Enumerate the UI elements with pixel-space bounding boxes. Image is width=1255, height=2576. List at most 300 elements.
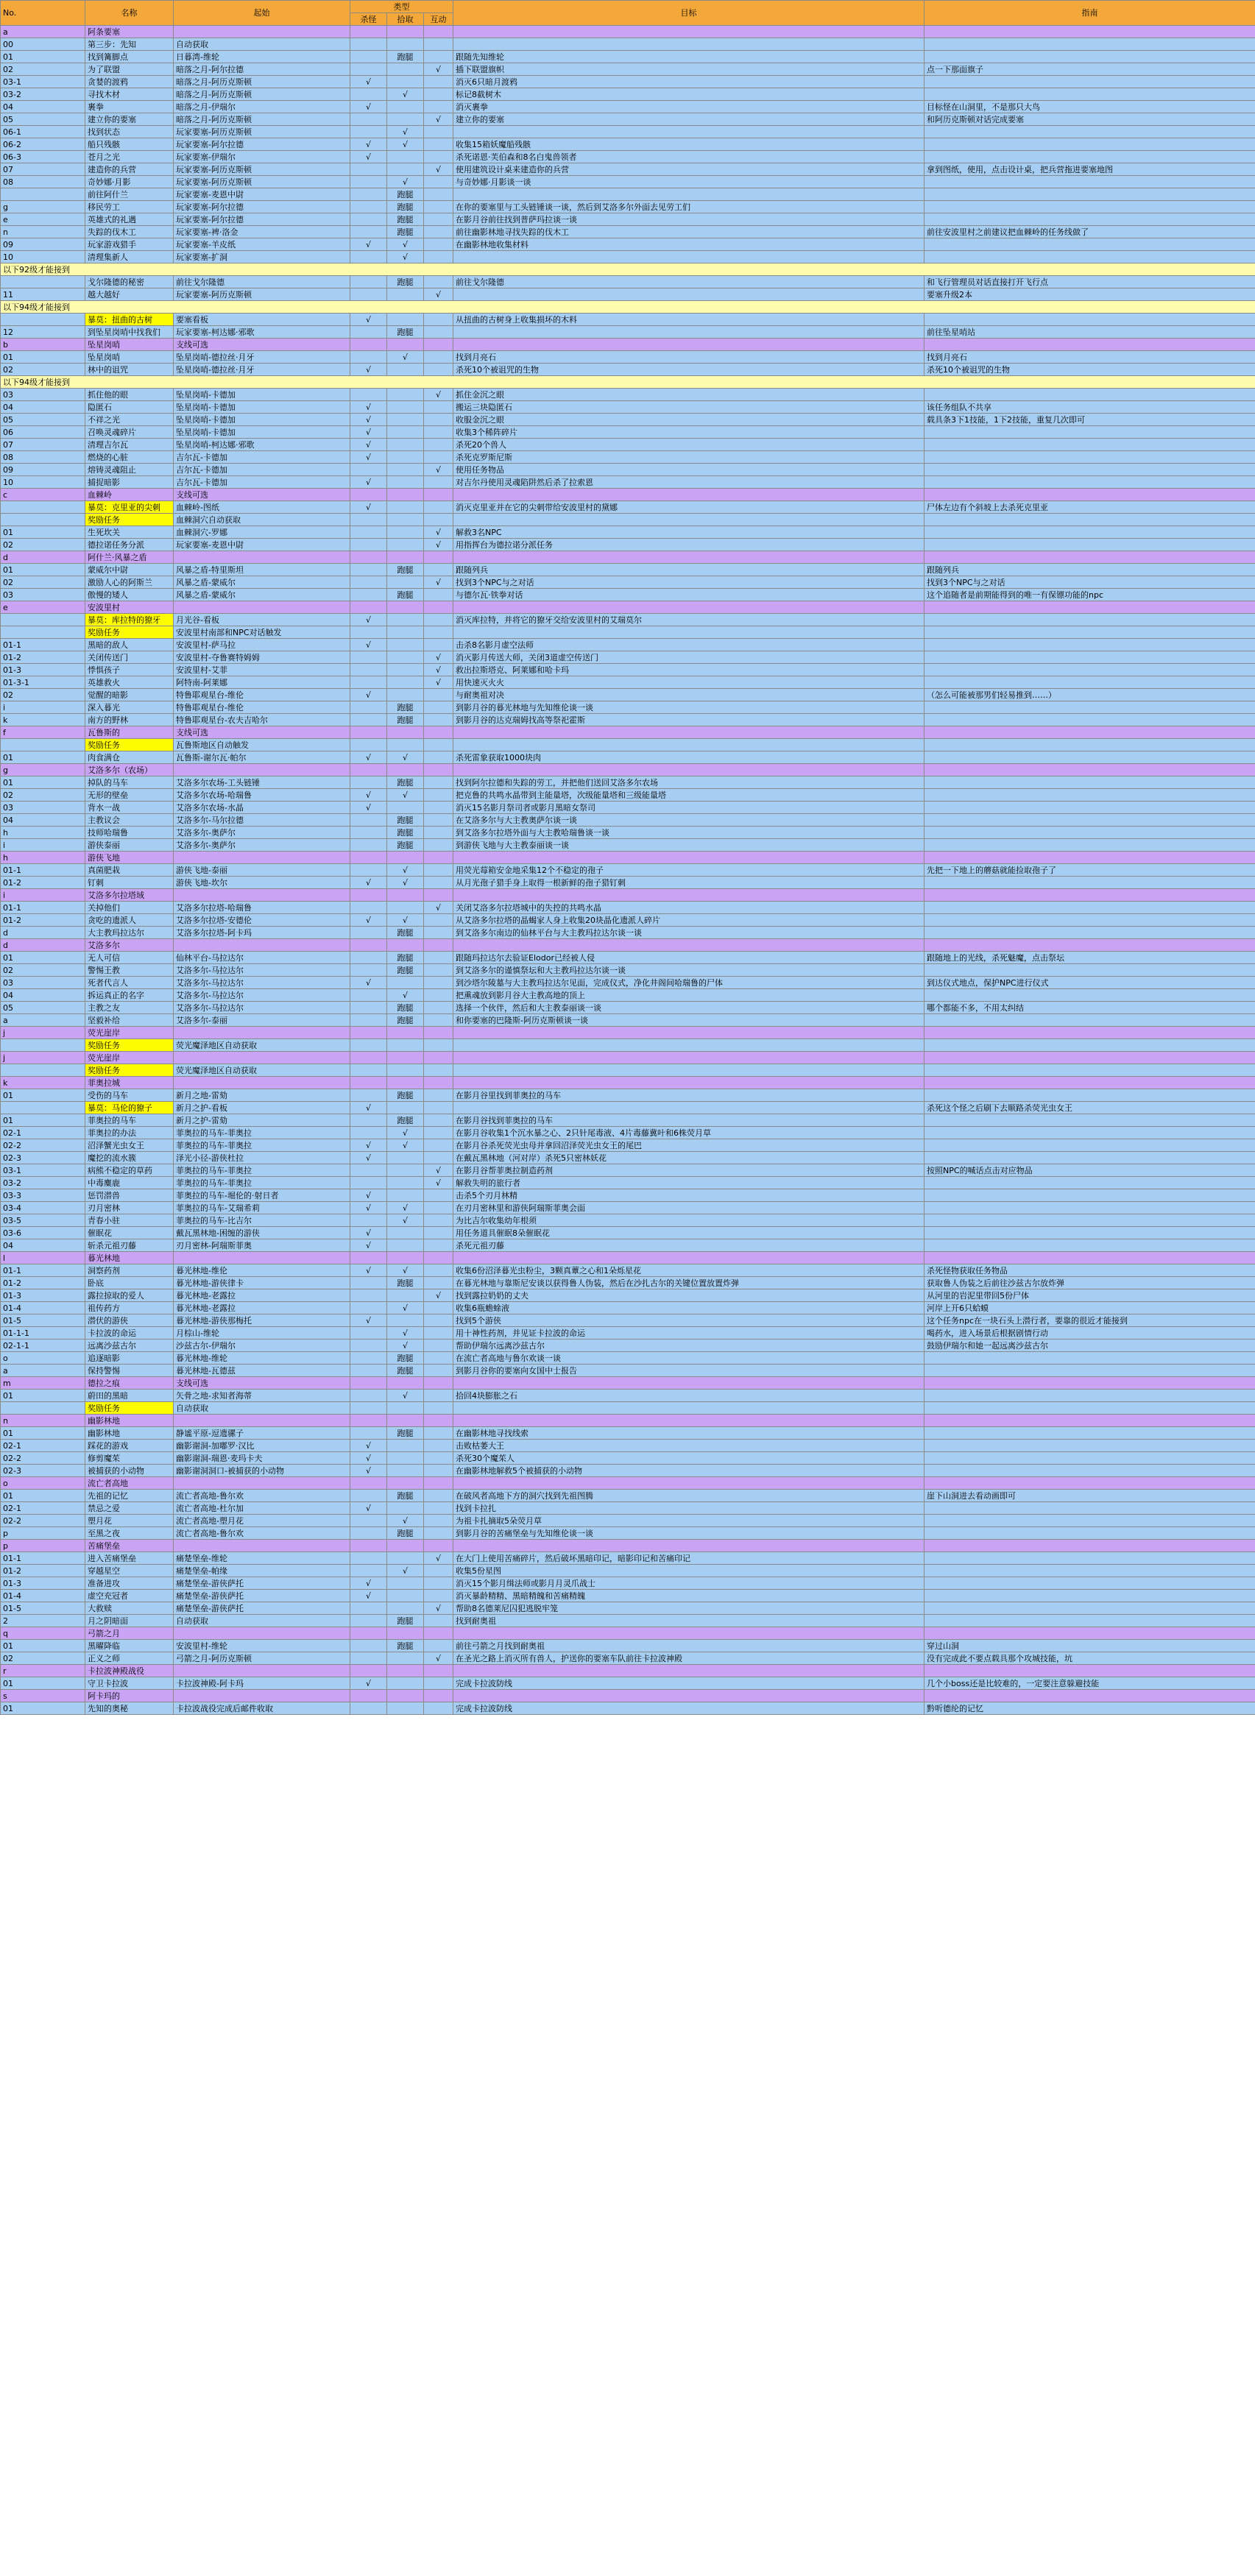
empty-cell bbox=[424, 1540, 453, 1552]
quest-start: 弓箭之月-阿历克斯顿 bbox=[174, 1652, 350, 1665]
type-pick-cell bbox=[387, 689, 424, 701]
type-pick-cell bbox=[387, 1652, 424, 1665]
quest-name: 林中的诅咒 bbox=[85, 364, 174, 376]
empty-cell bbox=[350, 939, 387, 952]
type-kill-cell bbox=[350, 1127, 387, 1139]
type-kill-cell bbox=[350, 389, 387, 401]
type-pick-cell bbox=[387, 1152, 424, 1164]
type-interact-cell: √ bbox=[424, 1177, 453, 1189]
type-pick-cell: √ bbox=[387, 1565, 424, 1577]
quest-row bbox=[1, 1677, 1255, 1690]
section-id: d bbox=[1, 939, 85, 952]
quest-goal: 杀死雷象获取1000块肉 bbox=[453, 751, 925, 764]
type-interact-cell bbox=[424, 76, 453, 88]
type-pick-cell bbox=[387, 501, 424, 514]
type-pick-cell bbox=[387, 439, 424, 451]
type-pick-cell bbox=[387, 314, 424, 326]
empty-cell bbox=[387, 939, 424, 952]
type-kill-cell bbox=[350, 1002, 387, 1014]
quest-guide bbox=[925, 639, 1255, 651]
type-interact-cell bbox=[424, 414, 453, 426]
quest-row bbox=[1, 626, 1255, 639]
quest-name: 越大越好 bbox=[85, 289, 174, 301]
quest-goal: 抓住金沉之眼 bbox=[453, 389, 925, 401]
quest-start: 吉尔瓦-卡德加 bbox=[174, 451, 350, 464]
quest-name: 警惕王教 bbox=[85, 964, 174, 977]
type-interact-cell bbox=[424, 1427, 453, 1440]
section-name: 卡拉波神殿战役 bbox=[85, 1665, 174, 1677]
quest-goal: 找到阿尔拉德和失踪的劳工，并把他们送回艾洛多尔农场 bbox=[453, 776, 925, 789]
type-kill-cell: √ bbox=[350, 101, 387, 113]
type-interact-cell bbox=[424, 1089, 453, 1102]
quest-row bbox=[1, 1440, 1255, 1452]
quest-guide bbox=[925, 1064, 1255, 1077]
type-interact-cell bbox=[424, 1039, 453, 1052]
quest-start: 暮光林地-游侠律卡 bbox=[174, 1277, 350, 1289]
quest-guide bbox=[925, 776, 1255, 789]
quest-goal bbox=[453, 514, 925, 526]
type-interact-cell bbox=[424, 276, 453, 289]
type-pick-cell bbox=[387, 1314, 424, 1327]
type-kill-cell bbox=[350, 51, 387, 63]
quest-no: 01 bbox=[1, 1390, 85, 1402]
empty-cell bbox=[424, 1377, 453, 1390]
empty-cell bbox=[387, 852, 424, 864]
quest-start: 暮光林地-瓦德兹 bbox=[174, 1365, 350, 1377]
type-kill-cell bbox=[350, 927, 387, 939]
empty-cell bbox=[925, 852, 1255, 864]
type-pick-cell: √ bbox=[387, 864, 424, 877]
quest-start: 游侠飞地-坎尔 bbox=[174, 877, 350, 889]
quest-name: 祖传药方 bbox=[85, 1302, 174, 1314]
quest-start: 暮光林地-老露拉 bbox=[174, 1302, 350, 1314]
quest-name: 傲慢的矮人 bbox=[85, 589, 174, 601]
quest-name: 燃烧的心脏 bbox=[85, 451, 174, 464]
quest-no: 07 bbox=[1, 163, 85, 176]
quest-no: 06-2 bbox=[1, 138, 85, 151]
quest-row bbox=[1, 1277, 1255, 1289]
quest-goal bbox=[453, 188, 925, 201]
quest-name: 奖励任务 bbox=[85, 1064, 174, 1077]
quest-guide bbox=[925, 989, 1255, 1002]
empty-cell bbox=[387, 726, 424, 739]
type-kill-cell: √ bbox=[350, 1152, 387, 1164]
quest-no: 03-2 bbox=[1, 88, 85, 101]
type-pick-cell: 跑腿 bbox=[387, 839, 424, 852]
quest-start: 风暴之盾-特里斯坦 bbox=[174, 564, 350, 576]
type-kill-cell: √ bbox=[350, 877, 387, 889]
quest-name: 真菌肥栽 bbox=[85, 864, 174, 877]
type-pick-cell: √ bbox=[387, 1264, 424, 1277]
quest-goal: 在幽影林地收集材料 bbox=[453, 238, 925, 251]
type-interact-cell bbox=[424, 1390, 453, 1402]
section-row bbox=[1, 1540, 1255, 1552]
empty-cell bbox=[350, 601, 387, 614]
section-row bbox=[1, 1665, 1255, 1677]
quest-no: 01 bbox=[1, 1427, 85, 1440]
empty-cell bbox=[925, 1077, 1255, 1089]
quest-row bbox=[1, 1640, 1255, 1652]
quest-row bbox=[1, 1302, 1255, 1314]
col-header-start: 起始 bbox=[174, 1, 350, 26]
quest-rows bbox=[1, 26, 1255, 1715]
empty-cell bbox=[350, 764, 387, 776]
quest-start: 玩家要塞-阿历克斯顿 bbox=[174, 176, 350, 188]
quest-no: d bbox=[1, 927, 85, 939]
section-tag bbox=[174, 1665, 350, 1677]
type-kill-cell: √ bbox=[350, 238, 387, 251]
quest-guide: 跟随列兵 bbox=[925, 564, 1255, 576]
quest-guide: 这个追随者是前期能得到的唯一有保镖功能的npc bbox=[925, 589, 1255, 601]
quest-goal: 找到5个游侠 bbox=[453, 1314, 925, 1327]
type-interact-cell bbox=[424, 1452, 453, 1465]
quest-name: 大主教玛拉达尔 bbox=[85, 927, 174, 939]
quest-name: 奇妙娜·月影 bbox=[85, 176, 174, 188]
quest-guide bbox=[925, 1577, 1255, 1590]
section-id: s bbox=[1, 1690, 85, 1702]
quest-no: p bbox=[1, 1527, 85, 1540]
quest-name: 禁忌之爱 bbox=[85, 1502, 174, 1515]
quest-row bbox=[1, 1114, 1255, 1127]
quest-no bbox=[1, 1064, 85, 1077]
section-name: 阿什兰·风暴之盾 bbox=[85, 551, 174, 564]
quest-name: 裹拳 bbox=[85, 101, 174, 113]
empty-cell bbox=[453, 726, 925, 739]
quest-start: 菲奥拉的马车-艾瑞希莉 bbox=[174, 1202, 350, 1214]
quest-name: 黑曜降临 bbox=[85, 1640, 174, 1652]
quest-start: 痛楚堡垒-游侠萨托 bbox=[174, 1590, 350, 1602]
quest-no: 09 bbox=[1, 464, 85, 476]
empty-cell bbox=[387, 26, 424, 38]
quest-no: 01-3 bbox=[1, 1577, 85, 1590]
type-interact-cell bbox=[424, 1277, 453, 1289]
quest-goal: 使用任务物品 bbox=[453, 464, 925, 476]
quest-guide: 从河里的岩泥里带回5份尸体 bbox=[925, 1289, 1255, 1302]
type-pick-cell bbox=[387, 1177, 424, 1189]
quest-goal: 从扭曲的古树身上收集损坏的木料 bbox=[453, 314, 925, 326]
quest-no: 03-4 bbox=[1, 1202, 85, 1214]
type-pick-cell bbox=[387, 1677, 424, 1690]
type-interact-cell bbox=[424, 714, 453, 726]
quest-name: 黑暗的敌人 bbox=[85, 639, 174, 651]
type-kill-cell: √ bbox=[350, 501, 387, 514]
quest-row bbox=[1, 1089, 1255, 1102]
type-interact-cell: √ bbox=[424, 1289, 453, 1302]
quest-row bbox=[1, 1177, 1255, 1189]
quest-name: 中毒麋鹿 bbox=[85, 1177, 174, 1189]
type-kill-cell bbox=[350, 952, 387, 964]
quest-no: 03-2 bbox=[1, 1177, 85, 1189]
quest-guide bbox=[925, 751, 1255, 764]
quest-row bbox=[1, 1502, 1255, 1515]
quest-guide bbox=[925, 1590, 1255, 1602]
quest-no: 00 bbox=[1, 38, 85, 51]
type-pick-cell bbox=[387, 1440, 424, 1452]
quest-goal bbox=[453, 1064, 925, 1077]
section-tag bbox=[174, 764, 350, 776]
type-interact-cell bbox=[424, 1239, 453, 1252]
type-interact-cell bbox=[424, 314, 453, 326]
section-row bbox=[1, 551, 1255, 564]
quest-row bbox=[1, 952, 1255, 964]
quest-row bbox=[1, 776, 1255, 789]
type-interact-cell: √ bbox=[424, 676, 453, 689]
quest-start: 卡拉波神殿-阿卡玛 bbox=[174, 1677, 350, 1690]
quest-guide: 拿到图纸，使用，点击设计桌，把兵营拖进要塞地图 bbox=[925, 163, 1255, 176]
quest-no: 01-3-1 bbox=[1, 676, 85, 689]
quest-start: 风暴之盾-蒙威尔 bbox=[174, 589, 350, 601]
quest-goal: 找到露拉奶奶的丈夫 bbox=[453, 1289, 925, 1302]
quest-start: 艾洛多尔-马拉达尔 bbox=[174, 989, 350, 1002]
type-pick-cell bbox=[387, 639, 424, 651]
quest-goal: 与奇妙娜·月影谈一谈 bbox=[453, 176, 925, 188]
type-kill-cell bbox=[350, 1114, 387, 1127]
type-interact-cell bbox=[424, 914, 453, 927]
quest-guide: 找到月亮石 bbox=[925, 351, 1255, 364]
section-id: p bbox=[1, 1540, 85, 1552]
quest-goal: 收集15箱妖魔船残骸 bbox=[453, 138, 925, 151]
type-kill-cell bbox=[350, 827, 387, 839]
type-kill-cell bbox=[350, 226, 387, 238]
quest-start: 玩家要塞-麦恩中尉 bbox=[174, 188, 350, 201]
col-header-name: 名称 bbox=[85, 1, 174, 26]
quest-goal: 用快速灭火火 bbox=[453, 676, 925, 689]
quest-name: 肉食满仓 bbox=[85, 751, 174, 764]
type-pick-cell bbox=[387, 426, 424, 439]
quest-no: 04 bbox=[1, 401, 85, 414]
quest-row bbox=[1, 839, 1255, 852]
quest-no: 01-1 bbox=[1, 639, 85, 651]
quest-name: 游侠泰丽 bbox=[85, 839, 174, 852]
quest-name: 拆运真正的名字 bbox=[85, 989, 174, 1002]
type-kill-cell bbox=[350, 714, 387, 726]
quest-guide bbox=[925, 664, 1255, 676]
quest-start: 刃月密林-阿瑞斯菲奥 bbox=[174, 1239, 350, 1252]
quest-name: 失踪的伐木工 bbox=[85, 226, 174, 238]
quest-no: 03-3 bbox=[1, 1189, 85, 1202]
section-tag bbox=[174, 1415, 350, 1427]
type-pick-cell bbox=[387, 1189, 424, 1202]
quest-guide bbox=[925, 651, 1255, 664]
type-pick-cell bbox=[387, 1502, 424, 1515]
quest-start: 矢骨之地-求知者海蒂 bbox=[174, 1390, 350, 1402]
quest-goal bbox=[453, 126, 925, 138]
quest-goal: 到影月谷的苦痛堡垒与先知维伦谈一谈 bbox=[453, 1527, 925, 1540]
empty-cell bbox=[350, 1252, 387, 1264]
type-kill-cell bbox=[350, 964, 387, 977]
type-kill-cell bbox=[350, 651, 387, 664]
quest-guide bbox=[925, 1014, 1255, 1027]
quest-no: 01-1-1 bbox=[1, 1327, 85, 1340]
quest-no: 10 bbox=[1, 251, 85, 263]
type-kill-cell bbox=[350, 526, 387, 539]
quest-goal: 用荧光莓箱安金地采集12个不稳定的孢子 bbox=[453, 864, 925, 877]
empty-cell bbox=[453, 1477, 925, 1490]
section-row bbox=[1, 1052, 1255, 1064]
type-interact-cell bbox=[424, 1139, 453, 1152]
quest-row bbox=[1, 651, 1255, 664]
quest-guide bbox=[925, 1440, 1255, 1452]
empty-cell bbox=[424, 764, 453, 776]
type-interact-cell: √ bbox=[424, 902, 453, 914]
quest-guide bbox=[925, 626, 1255, 639]
quest-row bbox=[1, 802, 1255, 814]
empty-cell bbox=[925, 764, 1255, 776]
quest-no: 01-2 bbox=[1, 651, 85, 664]
empty-cell bbox=[350, 1665, 387, 1677]
empty-cell bbox=[925, 1540, 1255, 1552]
type-kill-cell: √ bbox=[350, 1202, 387, 1214]
type-kill-cell bbox=[350, 126, 387, 138]
quest-start: 泽光小径-游侠杜拉 bbox=[174, 1152, 350, 1164]
type-pick-cell: 跑腿 bbox=[387, 701, 424, 714]
quest-start: 玩家要塞-阿尔拉德 bbox=[174, 201, 350, 213]
section-name: 艾洛多尔 bbox=[85, 939, 174, 952]
quest-row bbox=[1, 1577, 1255, 1590]
type-pick-cell bbox=[387, 902, 424, 914]
section-tag bbox=[174, 852, 350, 864]
quest-no bbox=[1, 314, 85, 326]
type-pick-cell: 跑腿 bbox=[387, 776, 424, 789]
quest-start: 特鲁耶观星台-维伦 bbox=[174, 701, 350, 714]
quest-goal: 跟随列兵 bbox=[453, 564, 925, 576]
type-interact-cell bbox=[424, 639, 453, 651]
quest-name: 移民劳工 bbox=[85, 201, 174, 213]
section-id: g bbox=[1, 764, 85, 776]
type-kill-cell bbox=[350, 1277, 387, 1289]
quest-row bbox=[1, 1515, 1255, 1527]
quest-guide bbox=[925, 1452, 1255, 1465]
quest-guide bbox=[925, 827, 1255, 839]
quest-guide bbox=[925, 138, 1255, 151]
quest-guide bbox=[925, 439, 1255, 451]
quest-name: 露拉掠取的爱人 bbox=[85, 1289, 174, 1302]
quest-start: 日暮湾-维轮 bbox=[174, 51, 350, 63]
quest-no: g bbox=[1, 201, 85, 213]
quest-no: 02 bbox=[1, 789, 85, 802]
quest-goal bbox=[453, 326, 925, 339]
quest-goal: 解救失明的旅行者 bbox=[453, 1177, 925, 1189]
quest-name: 苍月之光 bbox=[85, 151, 174, 163]
quest-row bbox=[1, 789, 1255, 802]
level-note: 以下92级才能接到 bbox=[1, 263, 1255, 276]
quest-guide bbox=[925, 701, 1255, 714]
quest-start: 卡拉波战役完成后邮件收取 bbox=[174, 1702, 350, 1715]
empty-cell bbox=[387, 601, 424, 614]
type-pick-cell bbox=[387, 1164, 424, 1177]
quest-guide: 哪个都能不多，不用太纠结 bbox=[925, 1002, 1255, 1014]
type-pick-cell bbox=[387, 676, 424, 689]
quest-goal: 在影月谷收集1个沉水暴之心、2只针尾毒液、4片毒藤冀叶和6株荧月草 bbox=[453, 1127, 925, 1139]
quest-no: 04 bbox=[1, 101, 85, 113]
quest-start: 坠星岗哨-卡德加 bbox=[174, 414, 350, 426]
quest-start: 坠星岗哨-德拉丝·月牙 bbox=[174, 364, 350, 376]
quest-no: 03-6 bbox=[1, 1227, 85, 1239]
quest-goal: 在影月谷里找到菲奥拉的马车 bbox=[453, 1089, 925, 1102]
quest-start: 吉尔瓦-卡德加 bbox=[174, 464, 350, 476]
quest-goal: 与耐奥祖对决 bbox=[453, 689, 925, 701]
type-pick-cell: √ bbox=[387, 251, 424, 263]
type-pick-cell bbox=[387, 576, 424, 589]
type-interact-cell bbox=[424, 501, 453, 514]
quest-no: 04 bbox=[1, 1239, 85, 1252]
quest-start: 暗落之月-伊瑞尔 bbox=[174, 101, 350, 113]
quest-start: 新月之护-雷劾 bbox=[174, 1114, 350, 1127]
type-interact-cell: √ bbox=[424, 289, 453, 301]
type-interact-cell bbox=[424, 364, 453, 376]
type-kill-cell bbox=[350, 1602, 387, 1615]
quest-goal: 到影月谷你的要塞向女国中士报告 bbox=[453, 1365, 925, 1377]
quest-name: 生死坎关 bbox=[85, 526, 174, 539]
type-interact-cell: √ bbox=[424, 576, 453, 589]
type-kill-cell: √ bbox=[350, 1139, 387, 1152]
quest-start: 艾洛多尔拉塔-阿卡玛 bbox=[174, 927, 350, 939]
section-name: 德拉之痕 bbox=[85, 1377, 174, 1390]
type-pick-cell: √ bbox=[387, 1302, 424, 1314]
quest-start: 痛楚堡垒-维轮 bbox=[174, 1552, 350, 1565]
empty-cell bbox=[424, 852, 453, 864]
type-interact-cell bbox=[424, 839, 453, 852]
quest-start: 暗落之月-阿尔拉德 bbox=[174, 63, 350, 76]
quest-guide: 杀死10个被诅咒的生物 bbox=[925, 364, 1255, 376]
type-interact-cell: √ bbox=[424, 464, 453, 476]
quest-guide bbox=[925, 251, 1255, 263]
quest-start: 痛楚堡垒-游侠萨托 bbox=[174, 1577, 350, 1590]
quest-no bbox=[1, 501, 85, 514]
type-interact-cell bbox=[424, 238, 453, 251]
quest-row bbox=[1, 514, 1255, 526]
quest-goal: 在艾洛多尔与大主教奥萨尔谈一谈 bbox=[453, 814, 925, 827]
type-pick-cell: √ bbox=[387, 1327, 424, 1340]
type-interact-cell bbox=[424, 101, 453, 113]
quest-row bbox=[1, 1402, 1255, 1415]
type-pick-cell: √ bbox=[387, 914, 424, 927]
type-pick-cell: √ bbox=[387, 138, 424, 151]
quest-guide bbox=[925, 1427, 1255, 1440]
type-kill-cell bbox=[350, 176, 387, 188]
type-kill-cell bbox=[350, 676, 387, 689]
quest-guide bbox=[925, 1202, 1255, 1214]
quest-name: 菲奥拉的办法 bbox=[85, 1127, 174, 1139]
quest-start: 艾洛多尔-马拉达尔 bbox=[174, 977, 350, 989]
quest-name: 卡拉波的命运 bbox=[85, 1327, 174, 1340]
quest-row bbox=[1, 163, 1255, 176]
empty-cell bbox=[350, 1415, 387, 1427]
section-tag bbox=[174, 601, 350, 614]
quest-name: 玩家游戏猎手 bbox=[85, 238, 174, 251]
quest-goal: 在影月谷前往找到普萨玛拉谈一谈 bbox=[453, 213, 925, 226]
col-header-interact: 互动 bbox=[424, 13, 453, 26]
quest-start: 菲奥拉的马车-菲奥拉 bbox=[174, 1177, 350, 1189]
quest-row bbox=[1, 639, 1255, 651]
quest-name: 坚毅补给 bbox=[85, 1014, 174, 1027]
quest-guide: 点一下那面旗子 bbox=[925, 63, 1255, 76]
section-name: 荧光崖岸 bbox=[85, 1027, 174, 1039]
quest-row bbox=[1, 539, 1255, 551]
quest-name: 清理集新人 bbox=[85, 251, 174, 263]
quest-name: 死者代言人 bbox=[85, 977, 174, 989]
quest-guide bbox=[925, 126, 1255, 138]
quest-no bbox=[1, 276, 85, 289]
section-tag bbox=[174, 939, 350, 952]
quest-no: 09 bbox=[1, 238, 85, 251]
quest-guide bbox=[925, 714, 1255, 726]
empty-cell bbox=[387, 339, 424, 351]
section-name: 艾洛多尔（农场） bbox=[85, 764, 174, 776]
type-pick-cell: 跑腿 bbox=[387, 1490, 424, 1502]
section-tag: 支线可选 bbox=[174, 726, 350, 739]
quest-name: 寻找木材 bbox=[85, 88, 174, 101]
